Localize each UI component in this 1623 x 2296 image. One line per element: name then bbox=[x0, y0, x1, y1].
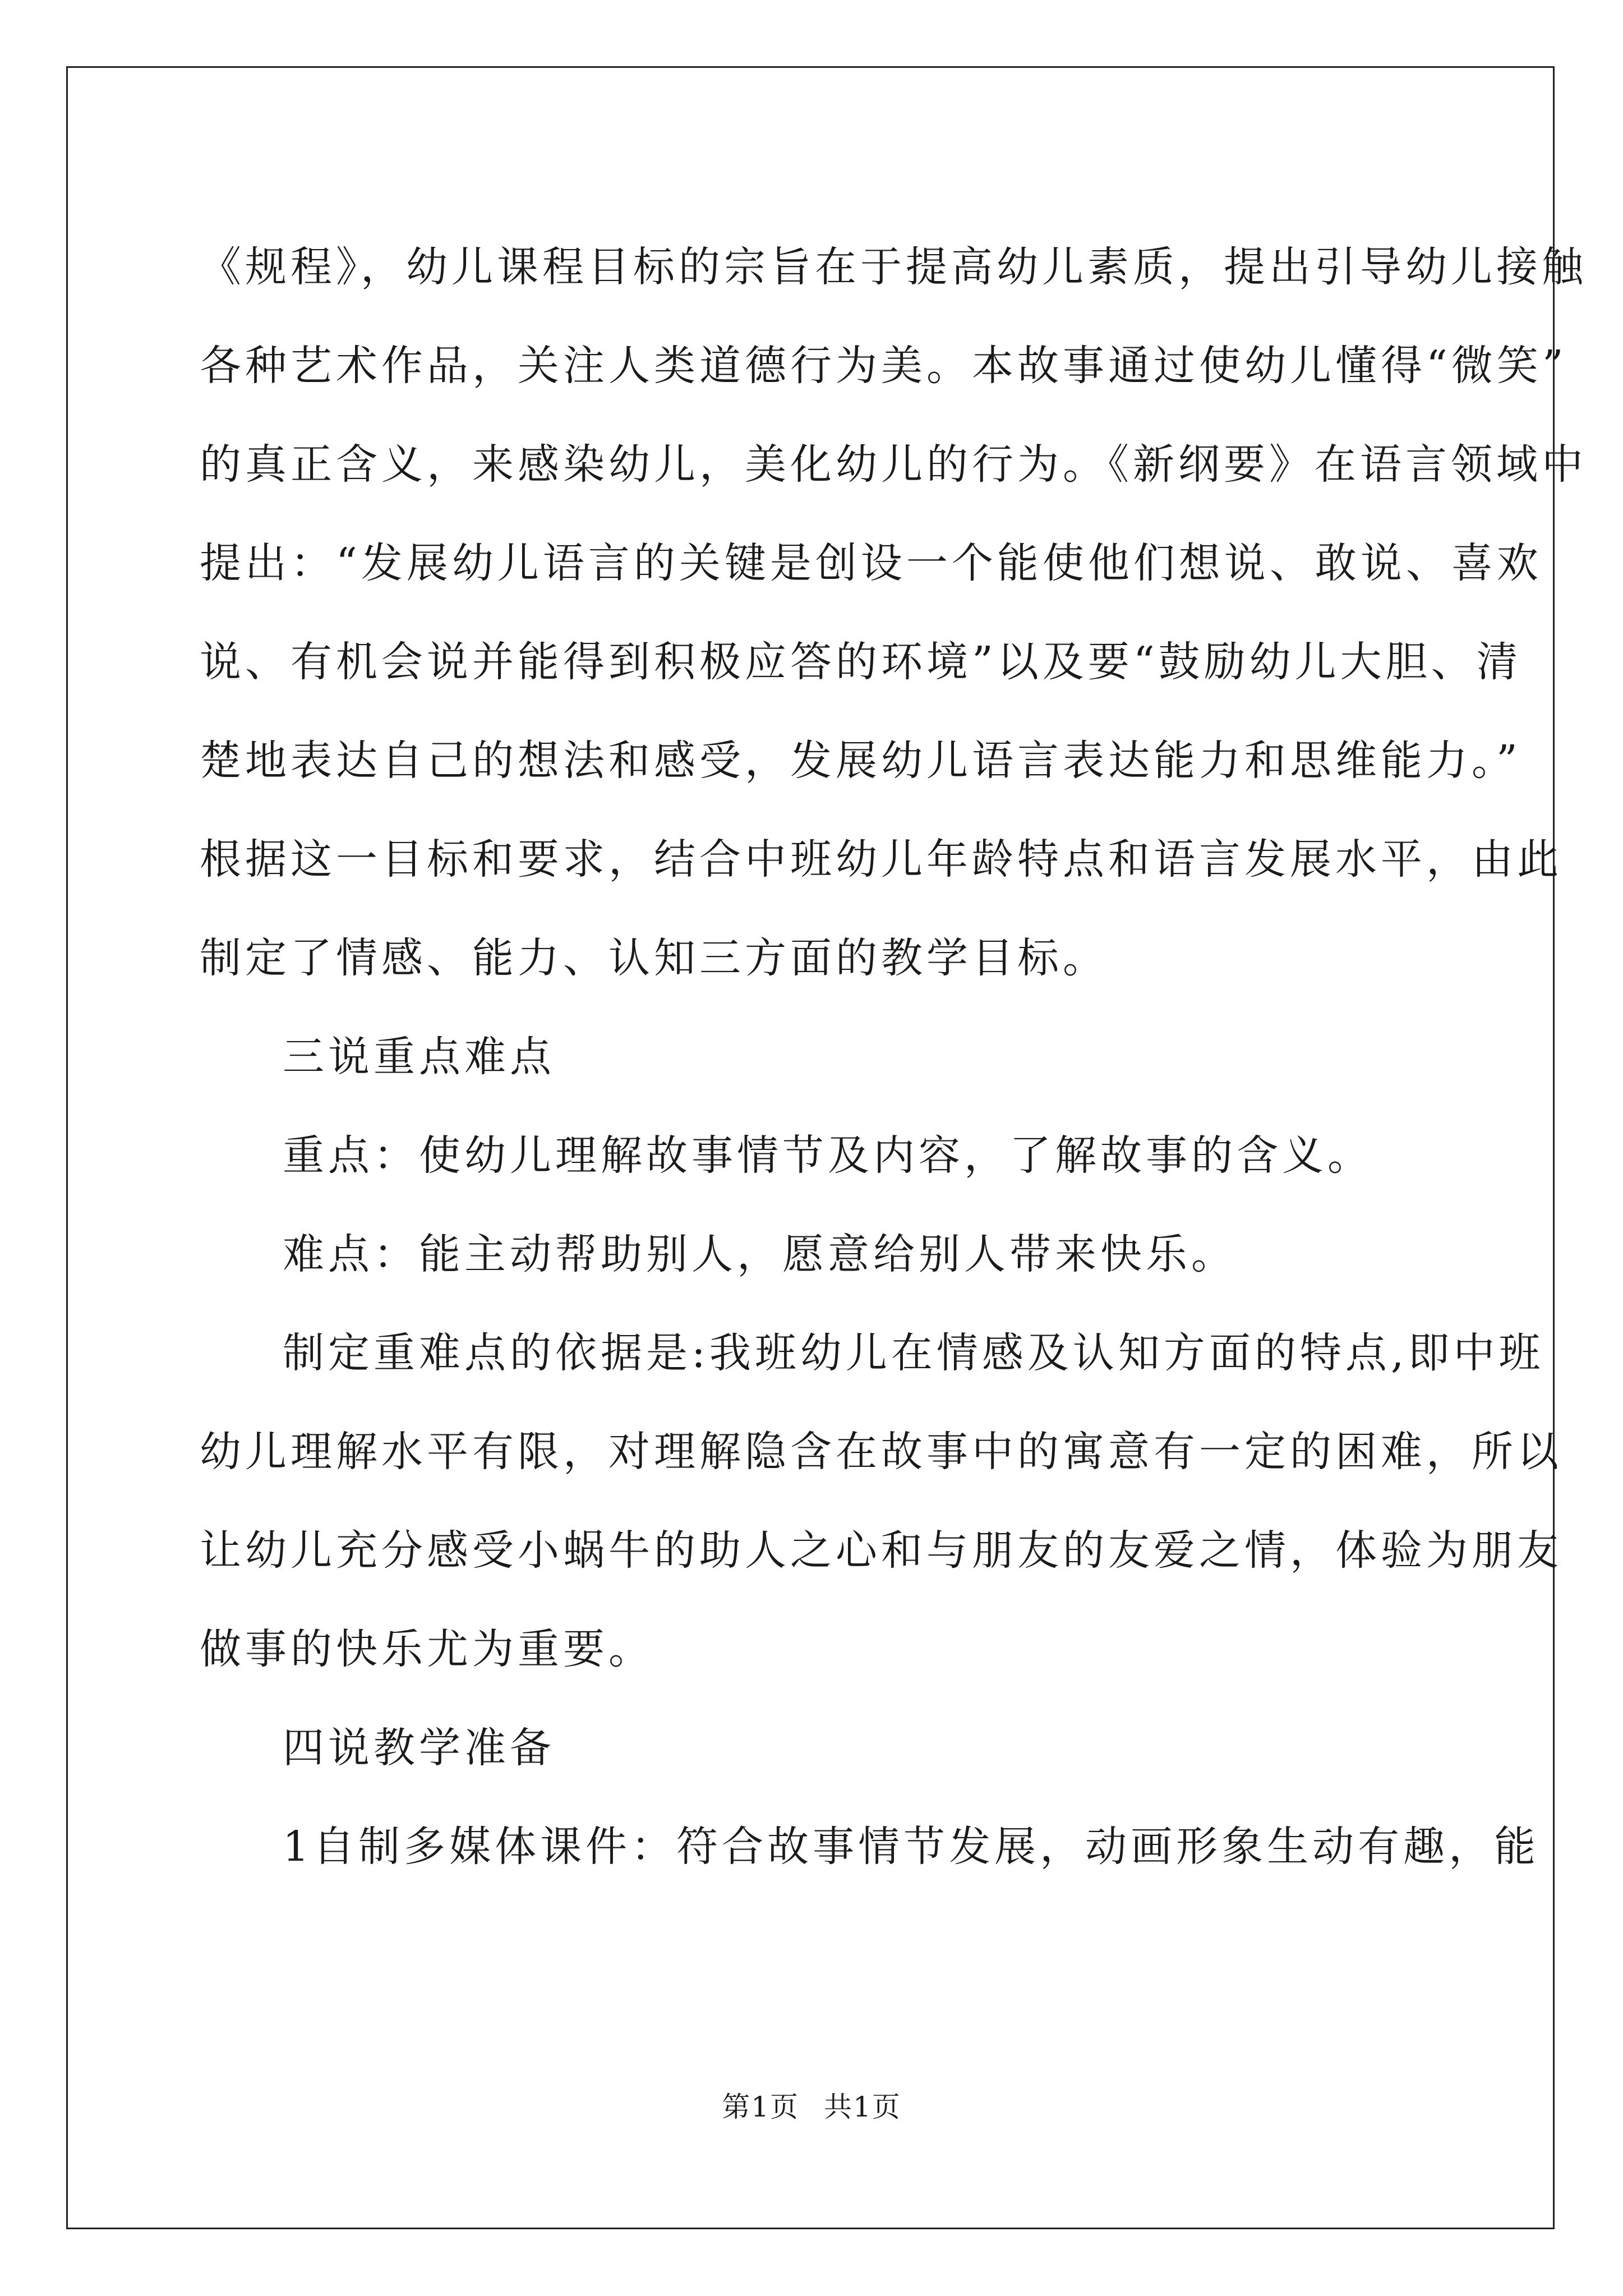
text-line: 幼儿理解水平有限，对理解隐含在故事中的寓意有一定的困难，所以 bbox=[200, 1428, 1562, 1476]
text-line: 1自制多媒体课件：符合故事情节发展，动画形象生动有趣，能 bbox=[283, 1823, 1540, 1871]
text-line: 《规程》，幼儿课程目标的宗旨在于提高幼儿素质，提出引导幼儿接触 bbox=[200, 243, 1587, 291]
text-line: 让幼儿充分感受小蜗牛的助人之心和与朋友的友爱之情，体验为朋友 bbox=[200, 1526, 1562, 1575]
text-line: 制定重难点的依据是:我班幼儿在情感及认知方面的特点,即中班 bbox=[283, 1329, 1544, 1377]
document-body bbox=[200, 218, 1587, 1896]
text-line: 提出：“发展幼儿语言的关键是创设一个能使他们想说、敢说、喜欢 bbox=[200, 539, 1542, 587]
section-heading: 四说教学准备 bbox=[283, 1724, 555, 1772]
text-line: 说、有机会说并能得到积极应答的环境”以及要“鼓励幼儿大胆、清 bbox=[200, 638, 1522, 686]
text-line: 各种艺术作品，关注人类道德行为美。本故事通过使幼儿懂得“微笑” bbox=[200, 342, 1567, 390]
text-line: 的真正含义，来感染幼儿，美化幼儿的行为。《新纲要》在语言领域中 bbox=[200, 440, 1587, 489]
section-heading: 三说重点难点 bbox=[283, 1033, 555, 1081]
page-number: 第1页 bbox=[722, 2091, 799, 2123]
page-total: 共1页 bbox=[824, 2091, 901, 2123]
text-line: 难点：能主动帮助别人，愿意给别人带来快乐。 bbox=[283, 1230, 1237, 1278]
page-footer bbox=[0, 2090, 1623, 2124]
text-line: 楚地表达自己的想法和感受，发展幼儿语言表达能力和思维能力。” bbox=[200, 737, 1521, 785]
text-line: 做事的快乐尤为重要。 bbox=[200, 1625, 654, 1673]
text-line: 制定了情感、能力、认知三方面的教学目标。 bbox=[200, 934, 1108, 982]
text-line: 重点：使幼儿理解故事情节及内容，了解故事的含义。 bbox=[283, 1131, 1373, 1180]
text-line: 根据这一目标和要求，结合中班幼儿年龄特点和语言发展水平，由此 bbox=[200, 835, 1562, 884]
